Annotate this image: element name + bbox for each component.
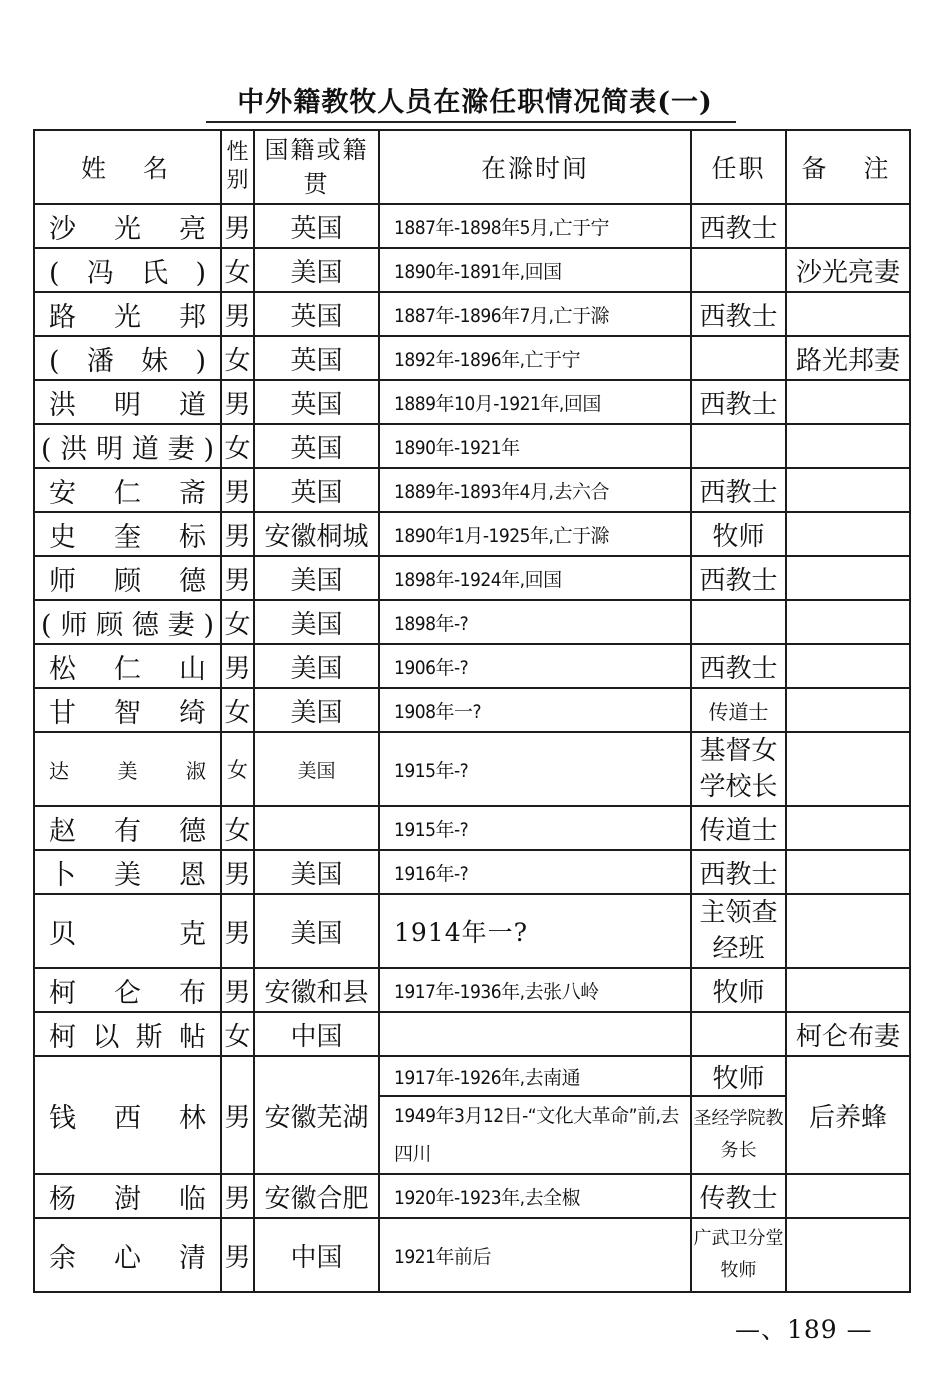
table-row — [34, 1012, 910, 1056]
header-row — [34, 130, 910, 204]
name-cell: 甘智绮 — [34, 688, 221, 732]
nationality-cell: 美国 — [254, 850, 379, 894]
note-cell — [786, 204, 910, 248]
name-cell: 贝克 — [34, 894, 221, 968]
nationality-cell: 英国 — [254, 292, 379, 336]
table-row — [34, 248, 910, 292]
sex-cell: 女 — [221, 600, 254, 644]
name-cell: (师顾德妻) — [34, 600, 221, 644]
position-cell: 西教士 — [691, 850, 786, 894]
nationality-cell: 英国 — [254, 468, 379, 512]
position-cell: 牧师 — [691, 1056, 786, 1096]
position-cell: 牧师 — [691, 512, 786, 556]
note-cell — [786, 806, 910, 850]
period-cell: 1915年-? — [379, 806, 691, 850]
sex-cell: 男 — [221, 1218, 254, 1292]
position-cell: 传道士 — [691, 806, 786, 850]
position-cell: 广武卫分堂牧师 — [691, 1218, 786, 1292]
table-row — [34, 424, 910, 468]
nationality-cell: 美国 — [254, 600, 379, 644]
position-cell — [691, 336, 786, 380]
note-cell — [786, 850, 910, 894]
name-cell: 余心清 — [34, 1218, 221, 1292]
name-cell: 卜美恩 — [34, 850, 221, 894]
nationality-cell — [254, 806, 379, 850]
sex-cell: 男 — [221, 292, 254, 336]
nationality-cell: 英国 — [254, 380, 379, 424]
name-cell: (冯氏) — [34, 248, 221, 292]
note-cell — [786, 468, 910, 512]
sex-cell: 男 — [221, 1174, 254, 1218]
period-cell: 1890年-1921年 — [379, 424, 691, 468]
position-cell: 传教士 — [691, 1174, 786, 1218]
nationality-cell: 英国 — [254, 424, 379, 468]
table-row — [34, 204, 910, 248]
sex-cell: 男 — [221, 894, 254, 968]
position-cell: 主领查经班 — [691, 894, 786, 968]
note-cell — [786, 894, 910, 968]
period-cell: 1890年-1891年,回国 — [379, 248, 691, 292]
period-cell: 1889年10月-1921年,回国 — [379, 380, 691, 424]
period-cell: 1889年-1893年4月,去六合 — [379, 468, 691, 512]
note-cell — [786, 292, 910, 336]
period-cell: 1949年3月12日-“文化大革命”前,去四川 — [379, 1096, 691, 1174]
period-cell: 1908年一? — [379, 688, 691, 732]
position-cell: 西教士 — [691, 468, 786, 512]
table-row — [34, 556, 910, 600]
period-cell: 1892年-1896年,亡于宁 — [379, 336, 691, 380]
table-row — [34, 850, 910, 894]
position-cell: 基督女学校长 — [691, 732, 786, 806]
table-row — [34, 380, 910, 424]
sex-cell: 女 — [221, 688, 254, 732]
sex-cell: 女 — [221, 1012, 254, 1056]
note-cell — [786, 1218, 910, 1292]
note-cell: 沙光亮妻 — [786, 248, 910, 292]
name-cell: 杨澍临 — [34, 1174, 221, 1218]
position-cell: 牧师 — [691, 968, 786, 1012]
note-cell — [786, 644, 910, 688]
table-row — [34, 806, 910, 850]
nationality-cell: 安徽芜湖 — [254, 1056, 379, 1174]
sex-cell: 男 — [221, 204, 254, 248]
personnel-table — [33, 129, 911, 1293]
nationality-cell: 美国 — [254, 556, 379, 600]
page-title: 中外籍教牧人员在滁任职情况简表(一) — [237, 87, 713, 118]
note-cell — [786, 600, 910, 644]
nationality-cell: 英国 — [254, 204, 379, 248]
position-cell: 西教士 — [691, 292, 786, 336]
sex-cell: 女 — [221, 806, 254, 850]
position-cell — [691, 248, 786, 292]
nationality-cell: 美国 — [254, 644, 379, 688]
sex-cell: 男 — [221, 556, 254, 600]
table-row — [34, 894, 910, 968]
sex-cell: 男 — [221, 1056, 254, 1174]
name-cell: (潘妹) — [34, 336, 221, 380]
name-cell: 钱西林 — [34, 1056, 221, 1174]
header-name: 姓 名 — [34, 130, 221, 204]
page-number: —、189 — — [735, 1315, 873, 1344]
sex-cell: 女 — [221, 732, 254, 806]
period-cell: 1898年-? — [379, 600, 691, 644]
position-cell — [691, 600, 786, 644]
name-cell: 柯以斯帖 — [34, 1012, 221, 1056]
nationality-cell: 美国 — [254, 688, 379, 732]
table-row — [34, 600, 910, 644]
nationality-cell: 安徽和县 — [254, 968, 379, 1012]
table-row — [34, 512, 910, 556]
sex-cell: 女 — [221, 424, 254, 468]
note-cell — [786, 424, 910, 468]
period-cell: 1890年1月-1925年,亡于滁 — [379, 512, 691, 556]
name-cell: 史奎标 — [34, 512, 221, 556]
header-position: 任职 — [691, 130, 786, 204]
name-cell: 赵有德 — [34, 806, 221, 850]
sex-cell: 男 — [221, 380, 254, 424]
note-cell — [786, 1174, 910, 1218]
table-row — [34, 468, 910, 512]
header-period: 在滁时间 — [379, 130, 691, 204]
nationality-cell: 安徽桐城 — [254, 512, 379, 556]
period-cell: 1917年-1936年,去张八岭 — [379, 968, 691, 1012]
sex-cell: 女 — [221, 336, 254, 380]
table-row — [34, 644, 910, 688]
table-row — [34, 1056, 910, 1096]
nationality-cell: 中国 — [254, 1012, 379, 1056]
period-cell — [379, 1012, 691, 1056]
period-cell: 1916年-? — [379, 850, 691, 894]
name-cell: 沙光亮 — [34, 204, 221, 248]
name-cell: 洪明道 — [34, 380, 221, 424]
table-row — [34, 688, 910, 732]
table-row — [34, 336, 910, 380]
nationality-cell: 中国 — [254, 1218, 379, 1292]
period-cell: 1898年-1924年,回国 — [379, 556, 691, 600]
sex-cell: 男 — [221, 468, 254, 512]
position-cell — [691, 1012, 786, 1056]
position-cell — [691, 424, 786, 468]
position-cell: 西教士 — [691, 204, 786, 248]
position-cell: 圣经学院教务长 — [691, 1096, 786, 1174]
sex-cell: 男 — [221, 850, 254, 894]
period-cell: 1887年-1896年7月,亡于滁 — [379, 292, 691, 336]
table-row — [34, 1174, 910, 1218]
nationality-cell: 美国 — [254, 248, 379, 292]
name-cell: 柯仑布 — [34, 968, 221, 1012]
name-cell: 路光邦 — [34, 292, 221, 336]
name-cell: 松仁山 — [34, 644, 221, 688]
period-cell: 1887年-1898年5月,亡于宁 — [379, 204, 691, 248]
name-cell: 达美淑 — [34, 732, 221, 806]
header-nationality: 国籍或籍 贯 — [254, 130, 379, 204]
table-row — [34, 732, 910, 806]
table-row — [34, 1218, 910, 1292]
note-cell — [786, 688, 910, 732]
position-cell: 传道士 — [691, 688, 786, 732]
table-row — [34, 292, 910, 336]
position-cell: 西教士 — [691, 644, 786, 688]
period-cell: 1920年-1923年,去全椒 — [379, 1174, 691, 1218]
name-cell: (洪明道妻) — [34, 424, 221, 468]
position-cell: 西教士 — [691, 556, 786, 600]
note-cell: 后养蜂 — [786, 1056, 910, 1174]
sex-cell: 男 — [221, 968, 254, 1012]
name-cell: 安仁斋 — [34, 468, 221, 512]
note-cell — [786, 968, 910, 1012]
note-cell — [786, 380, 910, 424]
nationality-cell: 英国 — [254, 336, 379, 380]
period-cell: 1914年一? — [379, 894, 691, 968]
header-note: 备 注 — [786, 130, 910, 204]
period-cell: 1917年-1926年,去南通 — [379, 1056, 691, 1096]
period-cell: 1915年-? — [379, 732, 691, 806]
note-cell: 柯仑布妻 — [786, 1012, 910, 1056]
table-row — [34, 968, 910, 1012]
title-underline — [206, 121, 736, 123]
name-cell: 师顾德 — [34, 556, 221, 600]
nationality-cell: 美国 — [254, 732, 379, 806]
note-cell: 路光邦妻 — [786, 336, 910, 380]
nationality-cell: 美国 — [254, 894, 379, 968]
header-sex: 性别 — [221, 130, 254, 204]
sex-cell: 男 — [221, 644, 254, 688]
sex-cell: 女 — [221, 248, 254, 292]
sex-cell: 男 — [221, 512, 254, 556]
nationality-cell: 安徽合肥 — [254, 1174, 379, 1218]
note-cell — [786, 732, 910, 806]
note-cell — [786, 512, 910, 556]
period-cell: 1906年-? — [379, 644, 691, 688]
period-cell: 1921年前后 — [379, 1218, 691, 1292]
note-cell — [786, 556, 910, 600]
position-cell: 西教士 — [691, 380, 786, 424]
